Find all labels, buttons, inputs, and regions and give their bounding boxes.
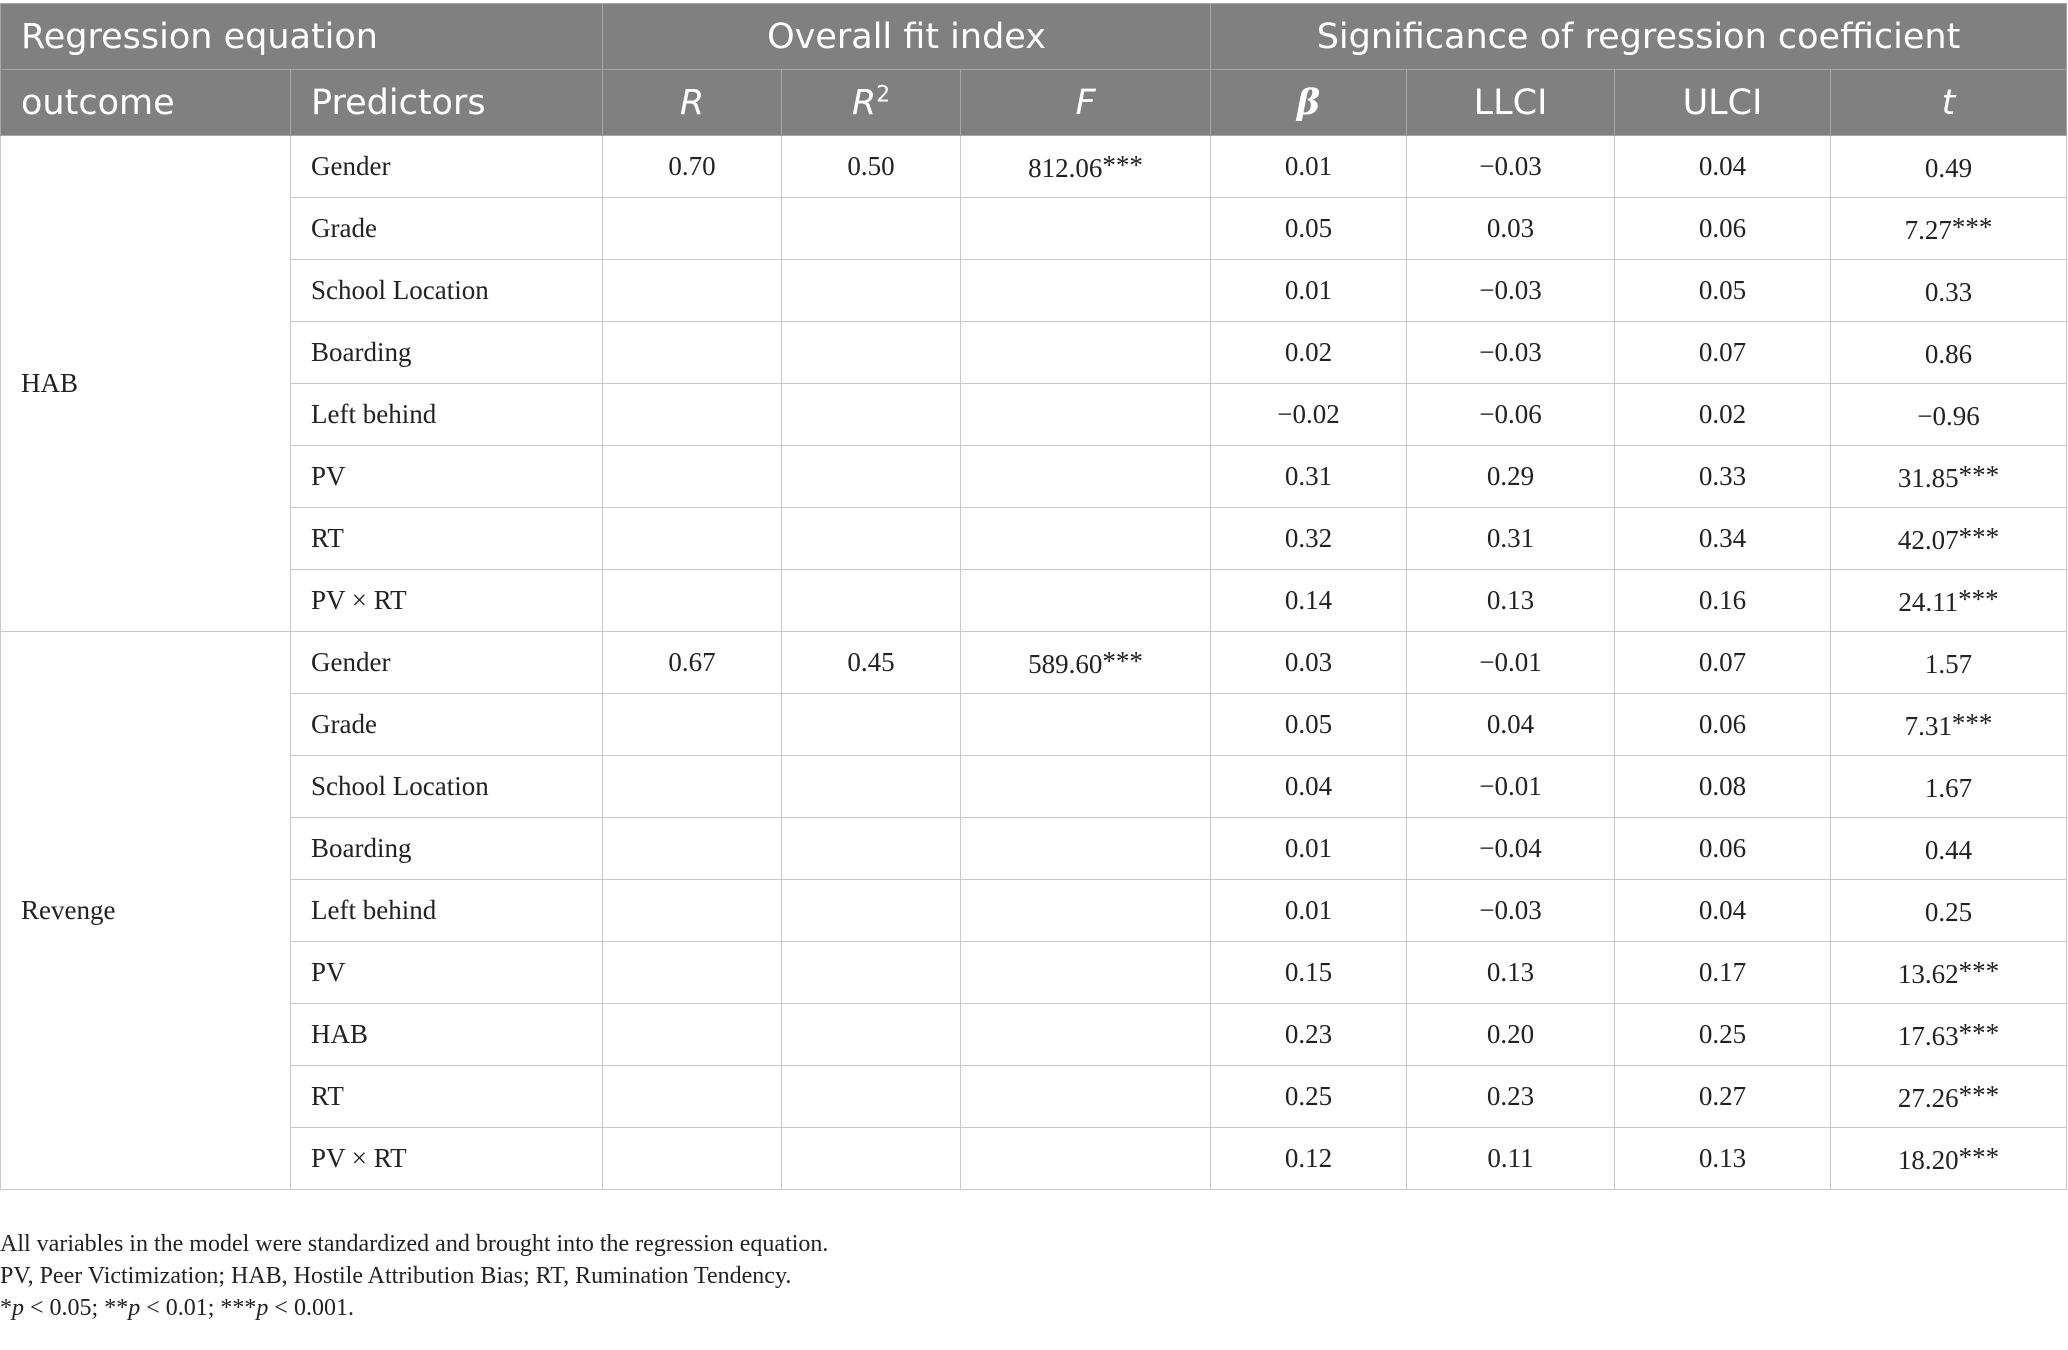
r2-cell: 0.45 [782,632,961,694]
f-cell [961,260,1211,322]
f-cell [961,508,1211,570]
r-cell [603,322,782,384]
note-standardized: All variables in the model were standardized and brought into the regression equation. [0,1231,829,1257]
llci-cell: −0.01 [1407,756,1615,818]
t-value: 0.33 [1924,276,1973,307]
table-row [1,1004,2067,1066]
sig-note-2-cond: < 0.01; [140,1295,221,1321]
t-value: 0.49 [1924,152,1973,183]
beta-cell: 0.12 [1211,1128,1407,1190]
table-row [1,384,2067,446]
outcome-cell: HAB [1,136,291,632]
table-header [1,4,2067,136]
table-row [1,632,2067,694]
r-cell [603,570,782,632]
r-cell [603,198,782,260]
r2-cell [782,446,961,508]
ulci-cell: 0.06 [1615,818,1831,880]
table-row [1,508,2067,570]
table-row [1,136,2067,198]
header-group-row [1,4,2067,70]
header-t-label: t [1941,82,1956,123]
f-cell [961,756,1211,818]
r2-cell [782,756,961,818]
beta-cell: 0.32 [1211,508,1407,570]
header-r-label: R [679,82,705,123]
r2-cell [782,942,961,1004]
llci-cell: −0.03 [1407,880,1615,942]
f-cell [961,136,1211,198]
llci-cell: 0.31 [1407,508,1615,570]
f-cell [961,446,1211,508]
r-cell [603,694,782,756]
r2-cell [782,880,961,942]
r2-cell [782,198,961,260]
t-value: 24.11 [1898,586,1959,617]
header-significance: Significance of regression coefficient [1211,4,2067,70]
table-notes [0,1228,828,1324]
t-cell [1831,384,2067,446]
header-outcome: outcome [1,70,291,136]
llci-cell: −0.03 [1407,260,1615,322]
t-value: 27.26 [1897,1082,1959,1113]
beta-cell: 0.01 [1211,818,1407,880]
beta-cell: 0.03 [1211,632,1407,694]
f-cell [961,942,1211,1004]
header-overall-fit-index: Overall fit index [603,4,1211,70]
table-row [1,446,2067,508]
f-cell [961,198,1211,260]
r-cell [603,756,782,818]
llci-cell: −0.06 [1407,384,1615,446]
llci-cell: 0.11 [1407,1128,1615,1190]
ulci-cell: 0.34 [1615,508,1831,570]
r2-cell [782,508,961,570]
predictor-cell: Gender [291,632,603,694]
ulci-cell: 0.07 [1615,322,1831,384]
f-cell [961,694,1211,756]
t-sig: *** [1958,1079,2000,1110]
header-beta-label: β [1296,82,1321,123]
t-cell [1831,818,2067,880]
sig-note-3-stars: *** [220,1295,257,1321]
beta-cell: 0.02 [1211,322,1407,384]
llci-cell: 0.23 [1407,1066,1615,1128]
t-cell [1831,446,2067,508]
t-sig: *** [1958,459,2000,490]
beta-cell: 0.04 [1211,756,1407,818]
t-cell [1831,508,2067,570]
t-cell [1831,136,2067,198]
ulci-cell: 0.07 [1615,632,1831,694]
t-value: 7.31 [1904,710,1952,741]
table-row [1,942,2067,1004]
t-cell [1831,756,2067,818]
llci-cell: 0.04 [1407,694,1615,756]
t-value: 42.07 [1897,524,1959,555]
predictor-cell: Gender [291,136,603,198]
table-row [1,322,2067,384]
predictor-cell: RT [291,508,603,570]
header-ulci: ULCI [1615,70,1831,136]
predictor-cell: PV [291,446,603,508]
predictor-cell: Grade [291,198,603,260]
f-value: 812.06 [1028,152,1103,183]
llci-cell: −0.01 [1407,632,1615,694]
ulci-cell: 0.02 [1615,384,1831,446]
t-sig: *** [1951,211,1993,242]
t-sig: *** [1958,955,2000,986]
f-cell [961,322,1211,384]
f-cell [961,818,1211,880]
note-significance [0,1292,828,1324]
ulci-cell: 0.27 [1615,1066,1831,1128]
t-sig: *** [1958,521,2000,552]
r2-cell [782,260,961,322]
r-cell [603,880,782,942]
ulci-cell: 0.13 [1615,1128,1831,1190]
beta-cell: 0.15 [1211,942,1407,1004]
table-row [1,756,2067,818]
t-value: 31.85 [1897,462,1959,493]
f-cell [961,880,1211,942]
beta-cell: 0.05 [1211,694,1407,756]
r2-cell [782,694,961,756]
sig-note-1-p: p [12,1295,24,1321]
table-row [1,1128,2067,1190]
r-cell [603,446,782,508]
t-sig: *** [1958,1017,2000,1048]
predictor-cell: PV [291,942,603,1004]
table-row [1,570,2067,632]
t-cell [1831,198,2067,260]
f-cell [961,570,1211,632]
r-cell [603,1004,782,1066]
ulci-cell: 0.16 [1615,570,1831,632]
header-column-row [1,70,2067,136]
ulci-cell: 0.06 [1615,198,1831,260]
table-row [1,818,2067,880]
f-value: 589.60 [1028,648,1103,679]
header-regression-equation: Regression equation [1,4,603,70]
header-predictors: Predictors [291,70,603,136]
beta-cell: 0.05 [1211,198,1407,260]
table-row [1,694,2067,756]
t-cell [1831,1004,2067,1066]
header-llci: LLCI [1407,70,1615,136]
r2-cell: 0.50 [782,136,961,198]
t-cell [1831,260,2067,322]
sig-note-3-cond: < 0.001. [268,1295,354,1321]
beta-cell: 0.01 [1211,880,1407,942]
beta-cell: 0.01 [1211,136,1407,198]
header-r2-sup: 2 [876,81,891,107]
t-cell [1831,880,2067,942]
ulci-cell: 0.33 [1615,446,1831,508]
predictor-cell: HAB [291,1004,603,1066]
predictor-cell: Grade [291,694,603,756]
beta-cell: 0.23 [1211,1004,1407,1066]
ulci-cell: 0.06 [1615,694,1831,756]
r-cell [603,1128,782,1190]
t-value: −0.96 [1917,400,1980,431]
r2-cell [782,1066,961,1128]
t-value: 7.27 [1904,214,1952,245]
table-row [1,260,2067,322]
sig-note-2-stars: ** [104,1295,129,1321]
ulci-cell: 0.08 [1615,756,1831,818]
regression-table [0,3,2067,1190]
llci-cell: 0.20 [1407,1004,1615,1066]
r2-cell [782,322,961,384]
t-value: 17.63 [1897,1020,1959,1051]
sig-note-2-p: p [128,1295,141,1321]
f-cell [961,384,1211,446]
ulci-cell: 0.04 [1615,880,1831,942]
note-abbreviations: PV, Peer Victimization; HAB, Hostile Attribution Bias; RT, Rumination Tendency. [0,1263,792,1289]
predictor-cell: PV × RT [291,570,603,632]
r-cell [603,508,782,570]
t-cell [1831,322,2067,384]
t-cell [1831,570,2067,632]
r2-cell [782,384,961,446]
table-row [1,198,2067,260]
sig-note-3-p: p [256,1295,269,1321]
table-body [1,136,2067,1190]
beta-cell: −0.02 [1211,384,1407,446]
header-beta [1211,70,1407,136]
predictor-cell: Boarding [291,818,603,880]
beta-cell: 0.25 [1211,1066,1407,1128]
header-f-label: F [1075,82,1096,123]
r2-cell [782,1128,961,1190]
llci-cell: 0.13 [1407,570,1615,632]
ulci-cell: 0.05 [1615,260,1831,322]
f-cell [961,1004,1211,1066]
predictor-cell: Boarding [291,322,603,384]
f-sig: *** [1102,149,1143,180]
header-r-squared [782,70,961,136]
t-sig: *** [1951,707,1993,738]
t-sig: *** [1958,583,1999,614]
t-value: 0.86 [1924,338,1973,369]
llci-cell: −0.03 [1407,322,1615,384]
r2-cell [782,1004,961,1066]
llci-cell: −0.03 [1407,136,1615,198]
header-t [1831,70,2067,136]
t-value: 0.44 [1924,834,1973,865]
t-cell [1831,1066,2067,1128]
r-cell [603,942,782,1004]
f-cell [961,1128,1211,1190]
ulci-cell: 0.17 [1615,942,1831,1004]
t-cell [1831,694,2067,756]
predictor-cell: Left behind [291,384,603,446]
header-r [603,70,782,136]
r2-cell [782,570,961,632]
r-cell [603,1066,782,1128]
f-cell [961,632,1211,694]
sig-note-1-stars: * [0,1295,12,1321]
t-value: 1.57 [1924,648,1973,679]
r2-cell [782,818,961,880]
beta-cell: 0.31 [1211,446,1407,508]
r-cell: 0.70 [603,136,782,198]
llci-cell: 0.13 [1407,942,1615,1004]
table-row [1,1066,2067,1128]
t-value: 18.20 [1897,1144,1959,1175]
llci-cell: 0.29 [1407,446,1615,508]
t-sig: *** [1958,1141,2000,1172]
beta-cell: 0.14 [1211,570,1407,632]
table-row [1,880,2067,942]
llci-cell: 0.03 [1407,198,1615,260]
llci-cell: −0.04 [1407,818,1615,880]
t-cell [1831,1128,2067,1190]
outcome-cell: Revenge [1,632,291,1190]
r-cell [603,818,782,880]
predictor-cell: RT [291,1066,603,1128]
predictor-cell: Left behind [291,880,603,942]
r-cell [603,384,782,446]
ulci-cell: 0.25 [1615,1004,1831,1066]
predictor-cell: PV × RT [291,1128,603,1190]
header-r2-base: R [851,82,877,123]
t-value: 0.25 [1924,896,1973,927]
header-f [961,70,1211,136]
r-cell [603,260,782,322]
predictor-cell: School Location [291,260,603,322]
r-cell: 0.67 [603,632,782,694]
sig-note-1-cond: < 0.05; [24,1295,105,1321]
t-value: 13.62 [1897,958,1959,989]
t-cell [1831,632,2067,694]
t-cell [1831,942,2067,1004]
predictor-cell: School Location [291,756,603,818]
f-sig: *** [1102,645,1143,676]
t-value: 1.67 [1924,772,1973,803]
ulci-cell: 0.04 [1615,136,1831,198]
f-cell [961,1066,1211,1128]
beta-cell: 0.01 [1211,260,1407,322]
